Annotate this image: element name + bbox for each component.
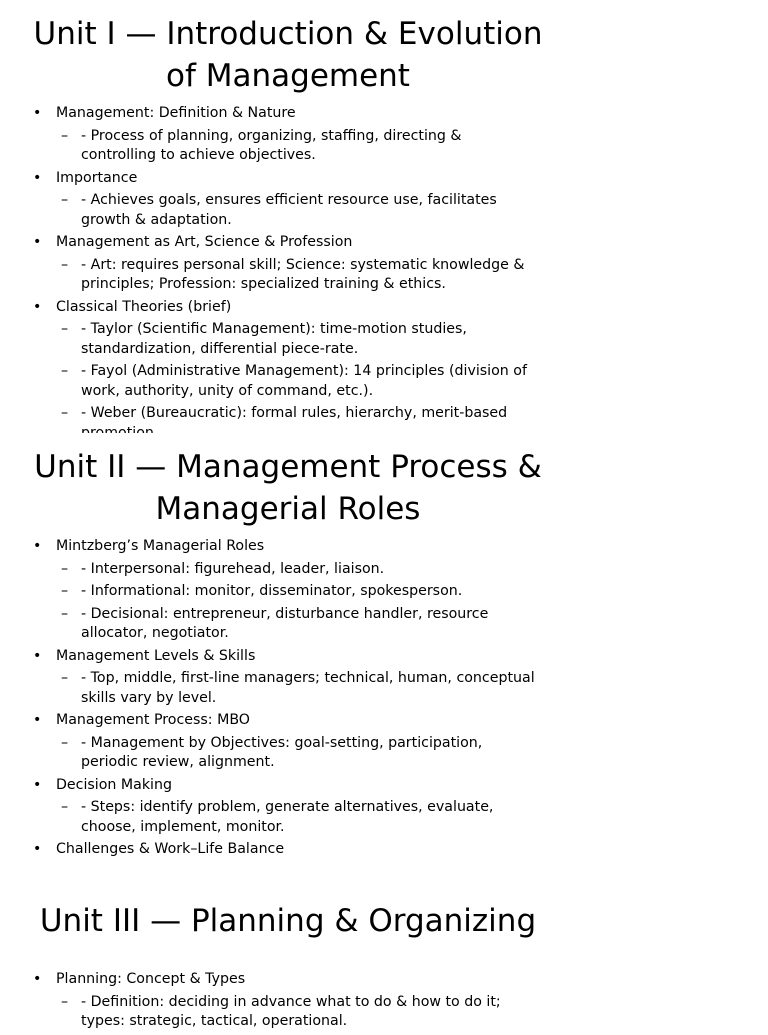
dash-icon: – <box>61 670 69 686</box>
sub-bullet-item <box>56 256 536 295</box>
sub-bullet-item <box>56 560 536 580</box>
sub-bullet-text: - Art: requires personal skill; Science: systematic knowledge & principles; Profession: specialized training & ethics. <box>81 256 525 292</box>
dash-icon: – <box>61 127 69 144</box>
sub-bullet-item <box>56 669 536 708</box>
sub-bullet-list <box>56 320 536 443</box>
dash-icon: – <box>61 605 69 622</box>
sub-bullet-text: - Top, middle, first-line managers; technical, human, conceptual skills vary by level. <box>81 670 535 706</box>
bullet-text: Importance <box>56 169 138 186</box>
bullet-item <box>0 970 576 1032</box>
bullet-item <box>0 776 576 838</box>
bullet-text: Management Levels & Skills <box>56 647 256 664</box>
sub-bullet-item <box>56 798 536 837</box>
sub-bullet-list <box>56 669 536 708</box>
slide-unit-2 <box>0 433 576 866</box>
bullet-item <box>0 711 576 773</box>
bullet-icon: • <box>33 712 42 728</box>
sub-bullet-item <box>56 191 536 230</box>
sub-bullet-item <box>56 127 536 166</box>
sub-bullet-item <box>56 320 536 359</box>
sub-bullet-text: - Informational: monitor, disseminator, spokesperson. <box>81 583 463 599</box>
sub-bullet-text: - Fayol (Administrative Management): 14 principles (division of work, authority, unity of command, etc.). <box>81 363 527 399</box>
bullet-icon: • <box>33 971 42 987</box>
slide-unit-3 <box>0 867 576 1029</box>
bullet-icon: • <box>33 647 42 664</box>
bullet-text: Classical Theories (brief) <box>56 298 232 315</box>
bullet-list <box>0 537 576 863</box>
bullet-text: Decision Making <box>56 776 173 793</box>
bullet-list <box>0 970 576 1035</box>
sub-bullet-text: - Steps: identify problem, generate alternatives, evaluate, choose, implement, monitor. <box>81 799 494 835</box>
sub-bullet-text: - Management by Objectives: goal-setting, participation, periodic review, alignment. <box>81 734 483 770</box>
bullet-item <box>0 298 576 444</box>
sub-bullet-item <box>56 582 536 602</box>
sub-bullet-item <box>56 362 536 401</box>
dash-icon: – <box>61 363 69 379</box>
dash-icon: – <box>61 993 69 1010</box>
bullet-text: Mintzberg’s Managerial Roles <box>56 538 265 554</box>
bullet-item <box>0 647 576 709</box>
bullet-icon: • <box>33 169 42 186</box>
bullet-text: Management: Definition & Nature <box>56 105 296 121</box>
sub-bullet-list <box>56 256 536 295</box>
sub-bullet-text: - Decisional: entrepreneur, disturbance handler, resource allocator, negotiator. <box>81 605 489 641</box>
sub-bullet-text: - Weber (Bureaucratic): formal rules, hierarchy, merit-based <box>81 405 508 421</box>
bullet-icon: • <box>33 105 42 121</box>
dash-icon: – <box>61 192 69 208</box>
sub-bullet-list <box>56 191 536 230</box>
sub-bullet-list <box>56 798 536 837</box>
bullet-text: Planning: Concept & Types <box>56 971 246 987</box>
bullet-icon: • <box>33 234 42 250</box>
dash-icon: – <box>61 321 69 337</box>
sub-bullet-list <box>56 734 536 773</box>
bullet-item <box>0 233 576 295</box>
dash-icon: – <box>61 799 69 815</box>
bullet-text: Challenges & Work–Life Balance <box>56 841 285 857</box>
dash-icon: – <box>61 583 69 599</box>
slide-unit-1 <box>0 0 576 432</box>
bullet-icon: • <box>33 538 42 554</box>
slide-title: Unit I — Introduction & Evolution of Management <box>33 16 543 94</box>
bullet-item <box>0 537 576 644</box>
sub-bullet-text: - Process of planning, organizing, staffing, directing & controlling to achieve objectives. <box>81 127 462 163</box>
sub-bullet-text: - Taylor (Scientific Management): time-motion studies, standardization, differential piece-rate. <box>81 321 467 357</box>
bullet-item <box>0 169 576 231</box>
dash-icon: – <box>61 256 69 273</box>
bullet-text: Management Process: MBO <box>56 712 250 728</box>
bullet-list <box>0 104 576 446</box>
sub-bullet-list <box>56 127 536 166</box>
sub-bullet-item <box>56 605 536 644</box>
sub-bullet-text: - Achieves goals, ensures efficient resource use, facilitates growth & adaptation. <box>81 192 497 228</box>
bullet-text: Management as Art, Science & Profession <box>56 234 353 250</box>
sub-bullet-text: - Definition: deciding in advance what to do & how to do it; types: strategic, tactical, operational. <box>81 993 501 1029</box>
bullet-icon: • <box>33 841 42 857</box>
bullet-item <box>0 840 576 860</box>
sub-bullet-text: - Interpersonal: figurehead, leader, liaison. <box>81 560 385 577</box>
sub-bullet-list <box>56 993 536 1032</box>
bullet-icon: • <box>33 776 42 793</box>
sub-bullet-item <box>56 993 536 1032</box>
slide-title: Unit II — Management Process & Managerial Roles <box>34 449 542 527</box>
sub-bullet-list <box>56 560 536 644</box>
bullet-item <box>0 104 576 166</box>
dash-icon: – <box>61 560 69 577</box>
dash-icon: – <box>61 405 69 421</box>
bullet-icon: • <box>33 298 42 315</box>
sub-bullet-item <box>56 734 536 773</box>
slide-title: Unit III — Planning & Organizing <box>39 903 537 939</box>
dash-icon: – <box>61 734 69 751</box>
